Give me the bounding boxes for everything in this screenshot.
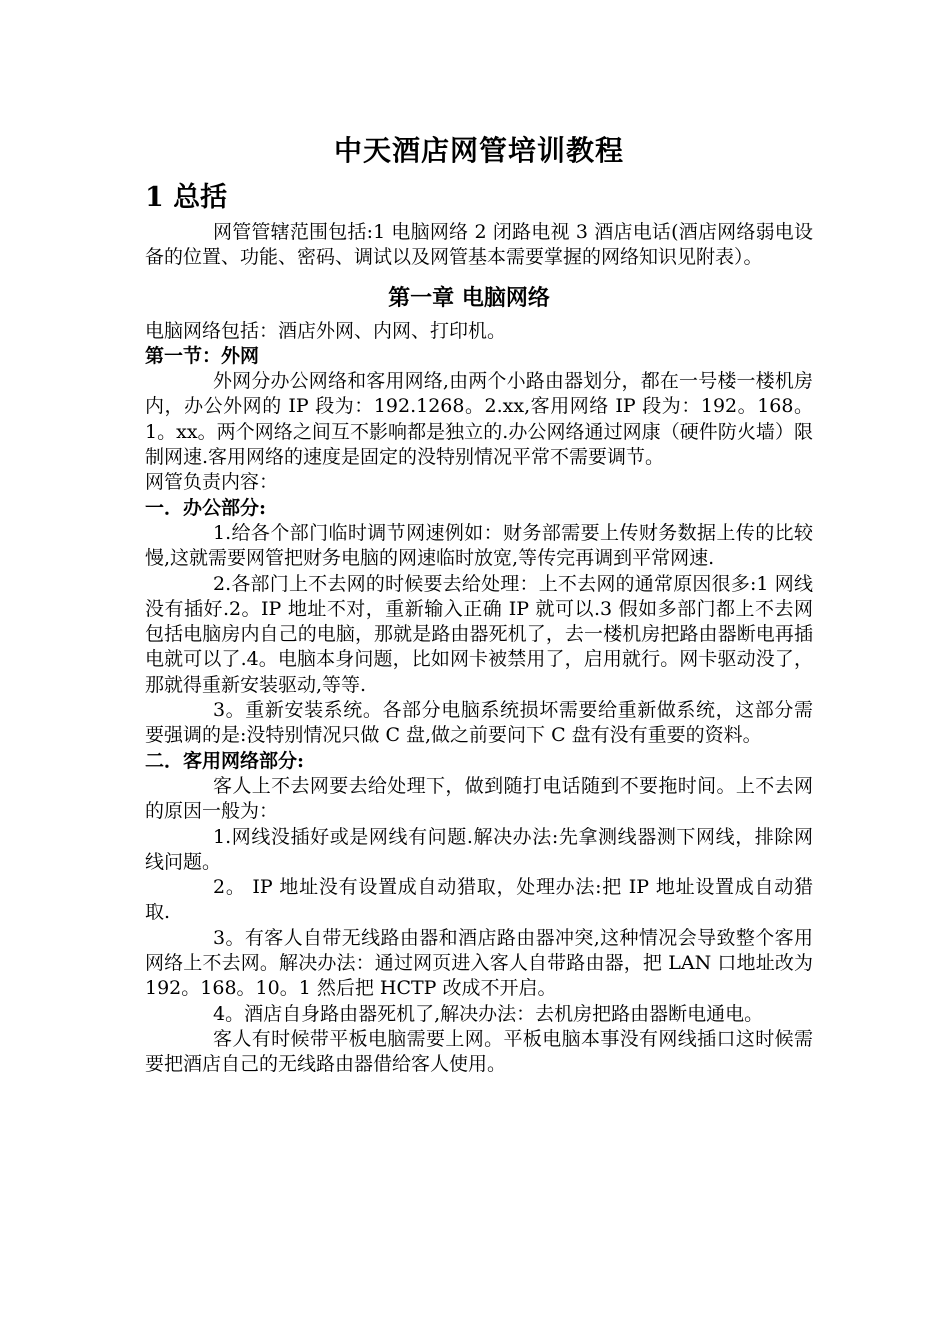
office-item: 3。重新安装系统。各部分电脑系统损坏需要给重新做系统，这部分需要强调的是:没特别情况只做 C 盘,做之前要问下 C 盘有没有重要的资料。 [145,699,813,747]
chapter-heading: 第一章 电脑网络 [388,284,550,311]
document-title: 中天酒店网管培训教程 [333,134,624,167]
office-item: 1.给各个部门临时调节网速例如：财务部需要上传财务数据上传的比较慢,这就需要网管把财务电脑的网速临时放宽,等传完再调到平常网速. [145,521,813,570]
guest-item: 2。 IP 地址没有设置成自动猎取，处理办法:把 IP 地址设置成自动猎取. [145,876,813,924]
overview-paragraph: 网管管辖范围包括:1 电脑网络 2 闭路电视 3 酒店电话(酒店网络弱电设备的位置、功能、密码、调试以及网管基本需要掌握的网络知识见附表）。 [145,221,813,269]
section-heading-overview: 1 总括 [145,182,228,213]
guest-intro-paragraph: 客人上不去网要去给处理下，做到随打电话随到不要拖时间。上不去网的原因一般为： [145,774,813,823]
chapter-summary: 电脑网络包括：酒店外网、内网、打印机。 [145,319,507,342]
guest-section-heading: 二．客用网络部分: [145,749,305,772]
document-page [145,128,813,1078]
tablet-paragraph: 客人有时候带平板电脑需要上网。平板电脑本事没有网线插口这时候需要把酒店自己的无线路由器借给客人使用。 [145,1027,813,1076]
guest-item: 1.网线没插好或是网线有问题.解决办法:先拿测线器测下网线，排除网线问题。 [145,825,813,873]
office-item: 2.各部门上不去网的时候要去给处理：上不去网的通常原因很多:1 网线没有插好.2。IP 地址不对，重新输入正确 IP 就可以.3 假如多部门都上不去网包括电脑房内自己的电脑，那就是路由器死机了，去一楼机房把路由器断电再插电就可以了.4。电脑本身问题，比如网卡被禁用了，启用就行。网卡驱动没了，那就得重新安装驱动,等等. [145,572,813,696]
office-section-heading: 一．办公部分: [145,496,267,519]
external-network-paragraph: 外网分办公网络和客用网络,由两个小路由器划分，都在一号楼一楼机房内，办公外网的 IP 段为：192.1268。2.xx,客用网络 IP 段为：192。168。1。xx。两个网络之间互不影响都是独立的.办公网络通过网康（硬件防火墙）限制网速.客用网络的速度是固定的没特别情况平常不需要调节。 [145,370,813,469]
duties-label: 网管负责内容： [145,471,279,494]
guest-item: 4。酒店自身路由器死机了,解决办法：去机房把路由器断电通电。 [213,1002,764,1025]
section-heading-external-network: 第一节：外网 [145,344,260,367]
guest-item: 3。有客人自带无线路由器和酒店路由器冲突,这种情况会导致整个客用网络上不去网。解决办法：通过网页进入客人自带路由器，把 LAN 口地址改为 192。168。10。1 然后把 HCTP 改成不开启。 [145,926,813,1000]
